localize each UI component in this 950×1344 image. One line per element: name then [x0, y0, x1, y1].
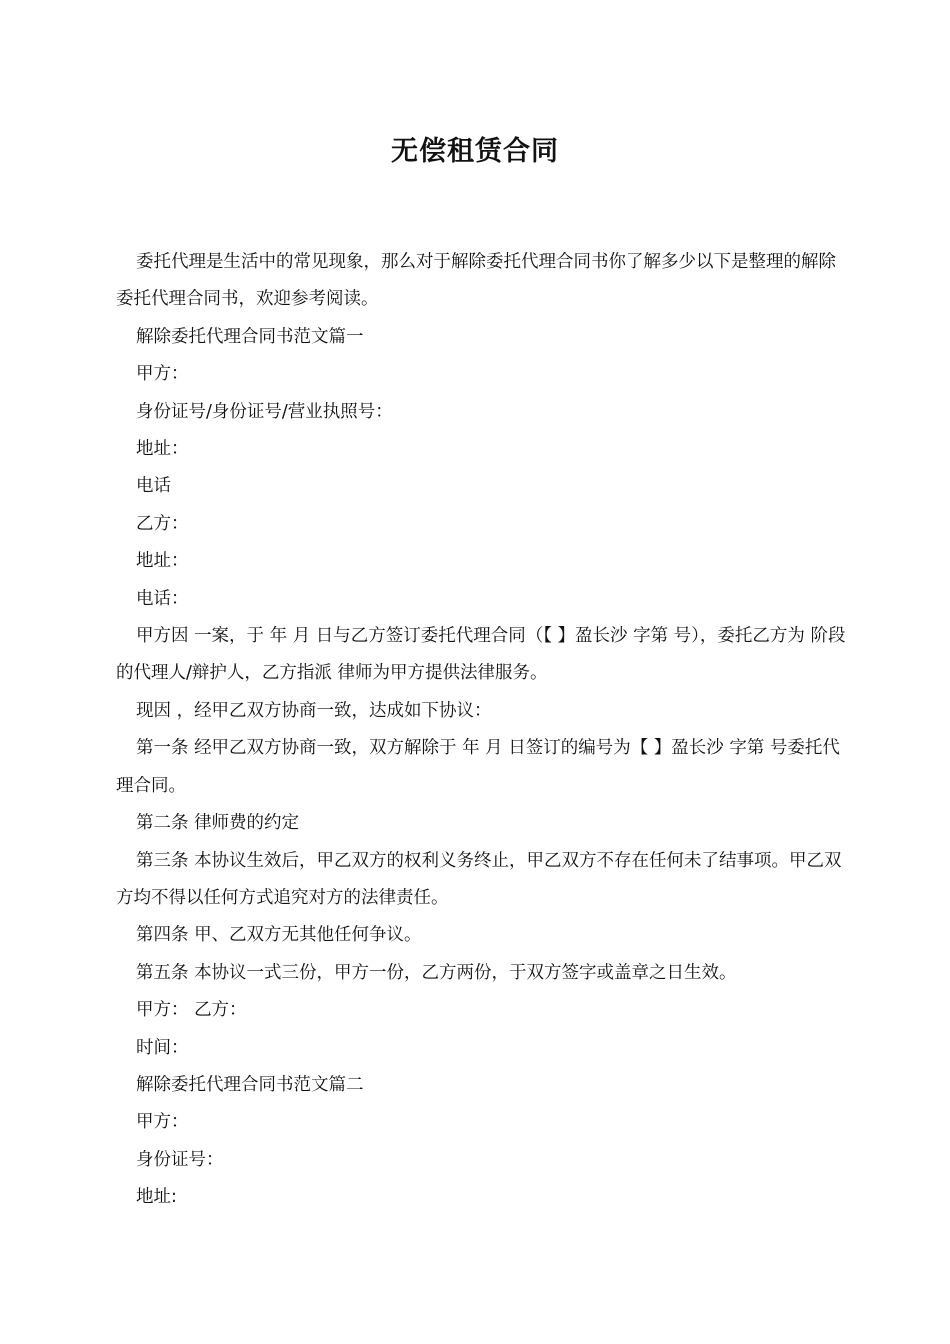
phone-label: 电话 [136, 476, 171, 497]
section-heading: 解除委托代理合同书范文篇一 [136, 326, 364, 347]
phone-label: 电话： [136, 588, 189, 609]
document-body [116, 244, 846, 1217]
signature-line: 甲方： 乙方： [136, 1000, 247, 1021]
paragraph-agreement-intro: 现因 ，经甲乙双方协商一致，达成如下协议： [136, 700, 492, 721]
address-label: 地址: [136, 1187, 177, 1208]
section-heading: 解除委托代理合同书范文篇二 [136, 1074, 364, 1095]
party-b-label: 乙方： [136, 513, 189, 534]
id-number-label: 身份证号： [136, 1149, 224, 1170]
address-label: 地址： [136, 551, 189, 572]
paragraph-case: 甲方因 一案，于 年 月 日与乙方签订委托代理合同（【 】盈长沙 字第 号），委托乙方为 阶段的代理人/辩护人，乙方指派 律师为甲方提供法律服务。 [116, 626, 846, 684]
address-label: 地址： [136, 439, 189, 460]
party-a-label: 甲方： [136, 1112, 189, 1133]
id-number-label: 身份证号/身份证号/营业执照号： [136, 401, 393, 422]
article-5: 第五条 本协议一式三份，甲方一份，乙方两份，于双方签字或盖章之日生效。 [136, 962, 737, 983]
date-label: 时间： [136, 1037, 189, 1058]
paragraph-intro: 委托代理是生活中的常见现象，那么对于解除委托代理合同书你了解多少以下是整理的解除委托代理合同书，欢迎参考阅读。 [116, 252, 836, 310]
article-4: 第四条 甲、乙双方无其他任何争议。 [136, 925, 422, 946]
party-a-label: 甲方： [136, 364, 189, 385]
document-title: 无偿租赁合同 [391, 136, 559, 167]
article-1: 第一条 经甲乙双方协商一致，双方解除于 年 月 日签订的编号为【 】盈长沙 字第 号委托代理合同。 [116, 738, 840, 796]
article-2: 第二条 律师费的约定 [136, 813, 300, 834]
article-3: 第三条 本协议生效后，甲乙双方的权利义务终止，甲乙双方不存在任何未了结事项。甲乙双方均不得以任何方式追究对方的法律责任。 [116, 850, 842, 908]
